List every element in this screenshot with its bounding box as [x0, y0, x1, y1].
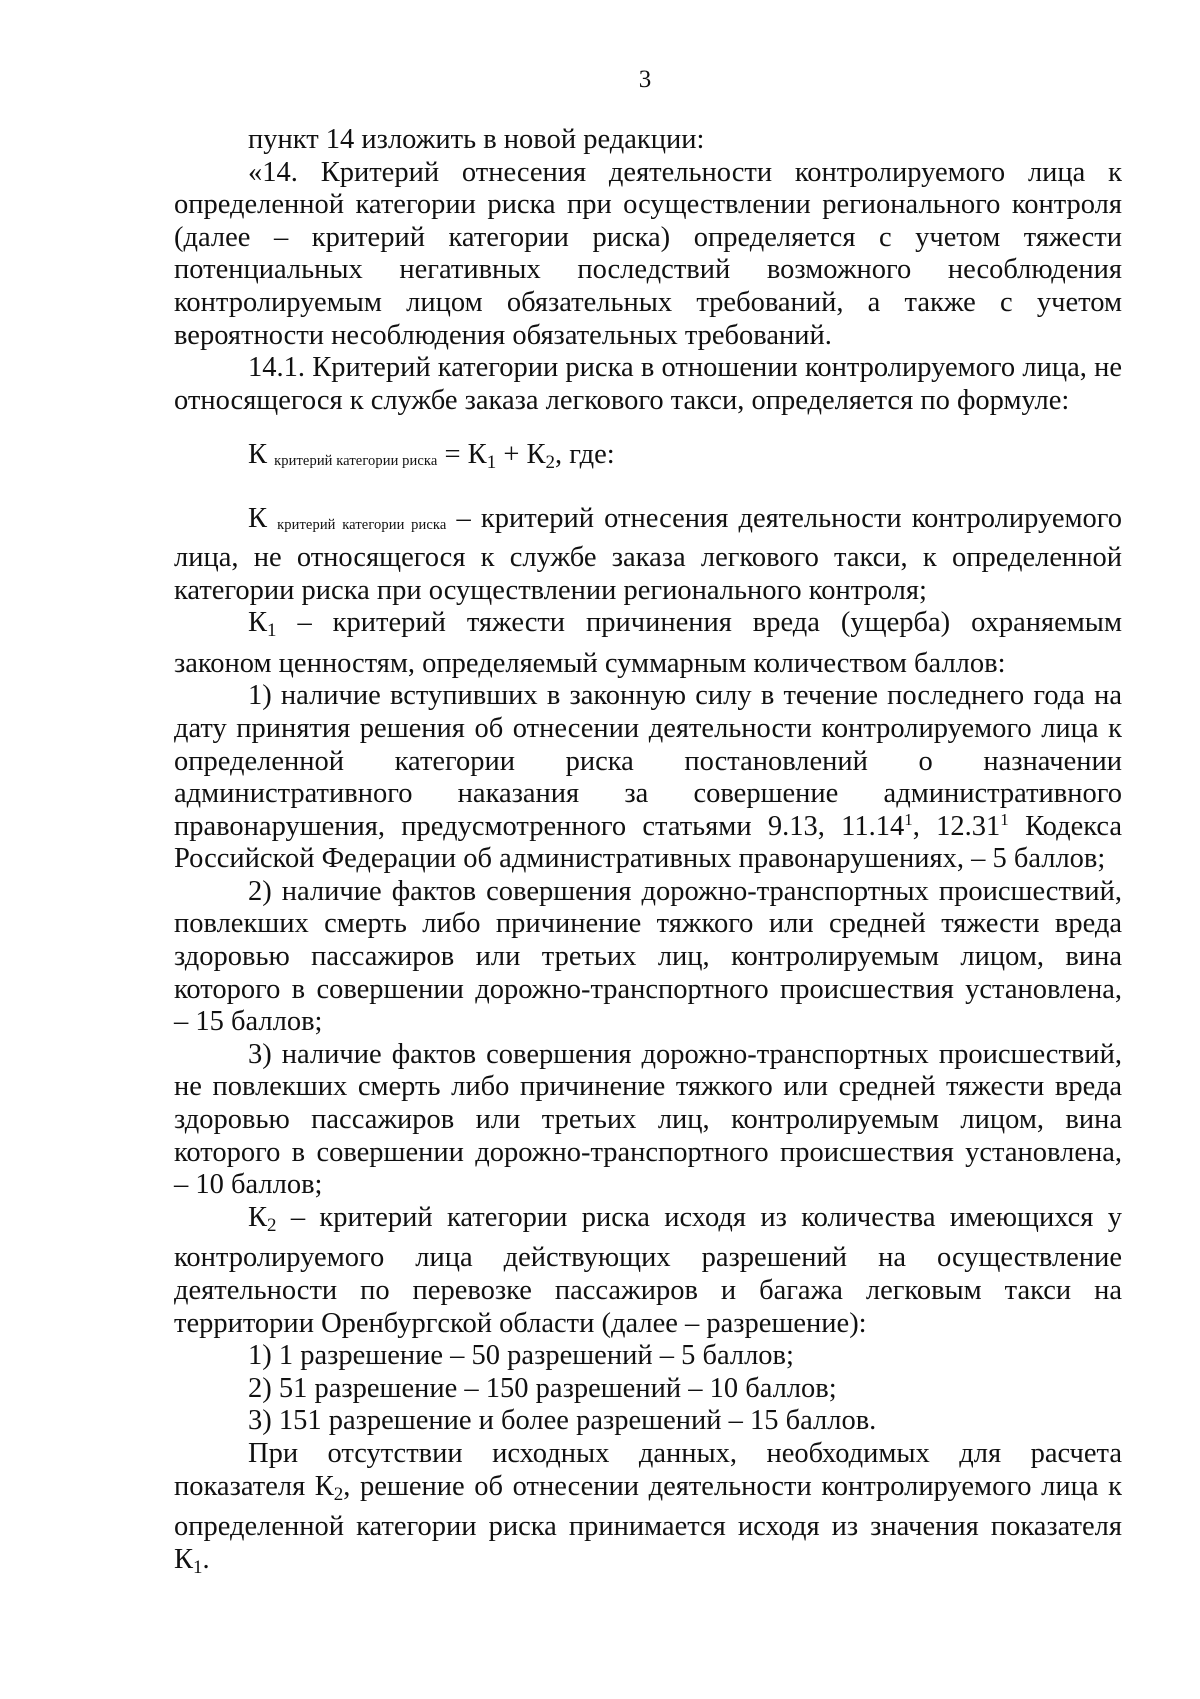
k1-item-1-part-a: 1) наличие вступивших в законную силу в течение последнего года на дату принятия решения об отнесении деятельности контролируемого лица к определенной категории риска постановлений о назначении административного наказания за совершение административного правонарушения, предусмотренного статьями 9.13, 11.14: [174, 680, 1122, 842]
k2-item-2: 2) 51 разрешение – 150 разрешений – 10 баллов;: [248, 1372, 837, 1404]
definition-k1-subscript: 1: [267, 620, 277, 642]
paragraph-14-1: 14.1. Критерий категории риска в отношении контролируемого лица, не относящегося к службе заказа легкового такси, определяется по формуле:: [174, 352, 1122, 416]
final-sub-b: 1: [193, 1556, 203, 1578]
k2-item-3: 3) 151 разрешение и более разрешений – 15 баллов.: [248, 1405, 877, 1437]
k1-item-1-sup-2: 1: [1000, 809, 1009, 829]
document-body: [174, 124, 1122, 1584]
final-sub-a: 2: [333, 1483, 344, 1505]
definition-k2: [174, 1202, 1122, 1340]
definition-k-text: – критерий отнесения деятельности контролируемого лица, не относящегося к службе заказа легкового такси, к определенной категории риска при осуществлении регионального контроля;: [174, 503, 1122, 606]
definition-k-subscript: критерий категории риска: [277, 517, 447, 534]
formula-k: К: [248, 439, 268, 471]
page-number: 3: [638, 66, 652, 93]
definition-k1: [174, 607, 1122, 680]
final-part-a: При отсутствии исходных данных, необходимых для расчета показателя К: [174, 1437, 1122, 1502]
formula: [174, 417, 1122, 503]
definition-k-symbol: К: [248, 503, 268, 535]
formula-sub-1: 1: [486, 452, 497, 474]
paragraph-14: «14. Критерий отнесения деятельности контролируемого лица к определенной категории риска при осуществлении регионального контроля (далее – критерий категории риска) определяется с учетом тяжести потенциальных негативных последствий возможного несоблюдения контролируемым лицом обязательных требований, а также с учетом вероятности несоблюдения обязательных требований.: [174, 156, 1122, 351]
final-part-b: , решение об отнесении деятельности контролируемого лица к определенной категории риска принимается исходя из значения показателя К: [174, 1470, 1122, 1575]
formula-k-subscript: критерий категории риска: [274, 453, 438, 470]
k1-item-1: [174, 680, 1122, 876]
k1-item-1-part-c: Кодекса Российской Федерации об административных правонарушениях, – 5 баллов;: [174, 810, 1123, 875]
formula-tail: , где:: [555, 439, 615, 471]
k1-item-1-part-b: , 12.31: [912, 810, 1001, 842]
definition-k1-text: – критерий тяжести причинения вреда (ущерба) охраняемым законом ценностям, определяемый суммарным количеством баллов:: [174, 607, 1122, 679]
final-part-c: .: [202, 1543, 210, 1575]
definition-k: [174, 503, 1122, 607]
definition-k2-text: – критерий категории риска исходя из количества имеющихся у контролируемого лица действующих разрешений на осуществление деятельности по перевозке пассажиров и багажа легковым такси на территории Оренбургской области (далее – разрешение):: [174, 1201, 1122, 1339]
definition-k2-subscript: 2: [267, 1214, 277, 1236]
formula-eq: = К: [437, 439, 487, 471]
definition-k2-symbol: К: [248, 1201, 268, 1233]
k1-item-3: 3) наличие фактов совершения дорожно-транспортных происшествий, не повлекших смерть либо причинение тяжкого или средней тяжести вреда здоровью пассажиров или третьих лиц, контролируемым лицом, вина которого в совершении дорожно-транспортного происшествия установлена, – 10 баллов;: [174, 1038, 1122, 1201]
k1-item-2: 2) наличие фактов совершения дорожно-транспортных происшествий, повлекших смерть либо причинение тяжкого или средней тяжести вреда здоровью пассажиров или третьих лиц, контролируемым лицом, вина которого в совершении дорожно-транспортного происшествия установлена, – 15 баллов;: [174, 875, 1122, 1038]
k1-item-1-sup-1: 1: [904, 809, 913, 829]
definition-k1-symbol: К: [248, 607, 268, 639]
formula-plus: + К: [496, 439, 546, 471]
formula-sub-2: 2: [545, 452, 556, 474]
intro-paragraph: пункт 14 изложить в новой редакции:: [248, 124, 705, 155]
final-paragraph: [174, 1438, 1122, 1584]
k2-item-1: 1) 1 разрешение – 50 разрешений – 5 баллов;: [248, 1340, 794, 1372]
